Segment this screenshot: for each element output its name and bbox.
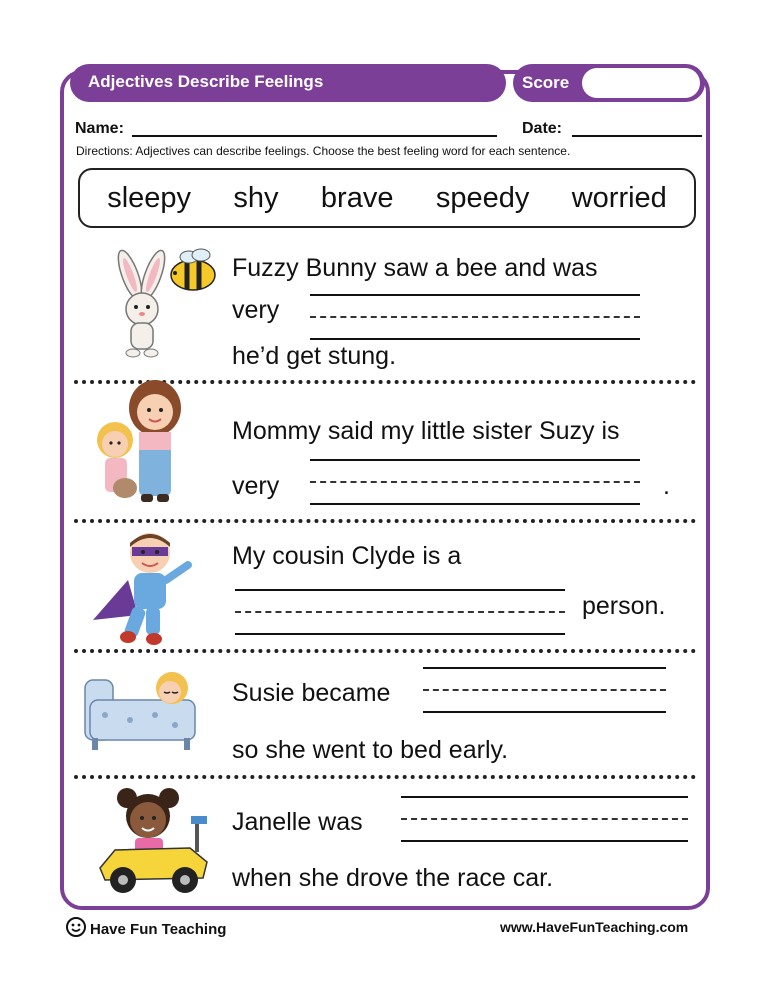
directions-text: Directions: Adjectives can describe feelings. Choose the best feeling word for each sentence. bbox=[76, 144, 571, 158]
dotted-separator bbox=[74, 775, 696, 779]
word-bank-item: brave bbox=[320, 181, 394, 214]
word-bank-item: shy bbox=[233, 181, 279, 214]
q2-line1: Mommy said my little sister Suzy is bbox=[232, 417, 620, 445]
q4-answer-line[interactable] bbox=[423, 711, 666, 713]
q4-answer-top bbox=[423, 667, 666, 669]
girls-with-dog-illustration bbox=[85, 378, 200, 508]
q4-answer-mid bbox=[423, 689, 666, 691]
q1-line3: he’d get stung. bbox=[232, 342, 397, 370]
smiley-logo-icon bbox=[66, 917, 86, 941]
q5-answer-line[interactable] bbox=[401, 840, 688, 842]
q2-line2: very bbox=[232, 472, 280, 500]
q2-answer-top bbox=[310, 459, 640, 461]
score-label: Score bbox=[522, 73, 570, 92]
q1-answer-line[interactable] bbox=[310, 338, 640, 340]
q3-answer-top bbox=[235, 589, 565, 591]
girl-in-bed-illustration bbox=[80, 660, 200, 755]
girl-race-car-illustration bbox=[95, 780, 215, 900]
q4-line2: so she went to bed early. bbox=[232, 736, 509, 764]
dotted-separator bbox=[74, 649, 696, 653]
footer-url[interactable]: www.HaveFunTeaching.com bbox=[500, 919, 689, 935]
footer-brand-text: Have Fun Teaching bbox=[90, 920, 227, 938]
date-line[interactable] bbox=[572, 135, 702, 137]
footer-brand bbox=[66, 917, 226, 941]
q3-answer-line[interactable] bbox=[235, 633, 565, 635]
word-bank-item: worried bbox=[571, 181, 667, 214]
q1-line2: very bbox=[232, 296, 280, 324]
word-bank-item: speedy bbox=[435, 181, 530, 214]
q3-answer-mid bbox=[235, 611, 565, 613]
q2-answer-line[interactable] bbox=[310, 503, 640, 505]
superhero-boy-illustration bbox=[88, 525, 203, 650]
q5-answer-mid bbox=[401, 818, 688, 820]
date-label: Date: bbox=[522, 120, 563, 137]
worksheet-title: Adjectives Describe Feelings bbox=[70, 64, 506, 102]
q5-answer-top bbox=[401, 796, 688, 798]
name-label: Name: bbox=[75, 120, 124, 137]
q1-answer-mid bbox=[310, 316, 640, 318]
q2-answer-mid bbox=[310, 481, 640, 483]
name-line[interactable] bbox=[132, 135, 497, 137]
bunny-bee-illustration bbox=[95, 245, 225, 365]
q5-line2: when she drove the race car. bbox=[232, 864, 554, 892]
q3-line1: My cousin Clyde is a bbox=[232, 542, 462, 570]
word-bank bbox=[78, 168, 696, 228]
q5-line1: Janelle was bbox=[232, 808, 363, 836]
q1-line1: Fuzzy Bunny saw a bee and was bbox=[232, 254, 598, 282]
q2-end: . bbox=[663, 472, 670, 500]
word-bank-item: sleepy bbox=[107, 181, 192, 214]
q1-answer-top bbox=[310, 294, 640, 296]
q4-line1: Susie became bbox=[232, 679, 391, 707]
q3-line2: person. bbox=[582, 592, 666, 620]
score-box[interactable] bbox=[582, 68, 700, 98]
dotted-separator bbox=[74, 519, 696, 523]
